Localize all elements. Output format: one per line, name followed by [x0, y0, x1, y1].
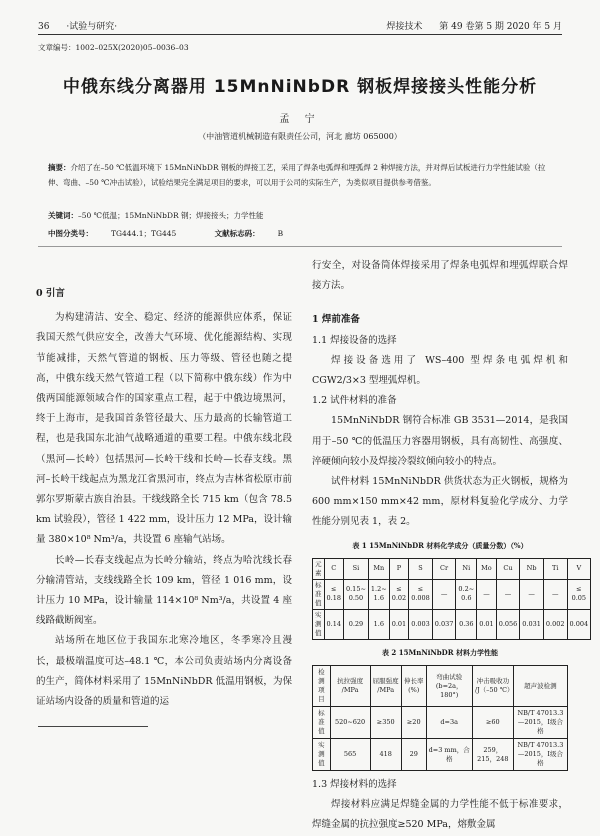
table-cell: d=3 mm，合格 — [426, 739, 472, 771]
table-header-row — [313, 558, 591, 579]
keywords-label: 关键词： — [48, 211, 78, 220]
table-cell: 520~620 — [330, 707, 370, 739]
table-cell: ≥20 — [401, 707, 426, 739]
table-row — [313, 739, 568, 771]
paragraph: 15MnNiNbDR 钢符合标准 GB 3531—2014，是我国用于–50 ℃的低温压力容器用钢板，具有高韧性、高强度、淬硬倾向较小及焊接冷裂纹倾向较小的特点。 — [312, 415, 568, 467]
page-number: 36 — [38, 22, 50, 32]
table-cell: 标准值 — [313, 707, 331, 739]
table-cell: 418 — [370, 739, 401, 771]
table-cell: — — [496, 579, 520, 609]
journal-name: 焊接技术 — [386, 22, 423, 32]
table-cell: ≤ 0.008 — [409, 579, 433, 609]
clc-value: TG444.1；TG445 — [111, 229, 177, 238]
table-cell: ≥60 — [472, 707, 513, 739]
article-number: 文章编号：1002–025X(2020)05–0036–03 — [38, 43, 189, 52]
keywords — [48, 210, 556, 221]
table-header-cell: 伸长率 (%) — [401, 666, 426, 707]
table-cell: 实测值 — [313, 739, 331, 771]
table-header-cell: 元素 — [313, 558, 325, 579]
paper-title: 中俄东线分离器用 15MnNiNbDR 钢板焊接接头性能分析 — [62, 77, 538, 97]
clc-label: 中图分类号： — [48, 229, 93, 238]
table-cell: 0.056 — [496, 609, 520, 639]
section-heading-intro: 0 引言 — [36, 288, 65, 299]
table-header-cell: Si — [343, 558, 368, 579]
table-header-cell: 弯曲试验 (b=2a，180°) — [426, 666, 472, 707]
keywords-text: –50 ℃低温；15MnNiNbDR 钢；焊接接头；力学性能 — [78, 211, 264, 220]
table-cell: 0.037 — [432, 609, 456, 639]
table-cell: — — [432, 579, 456, 609]
table-cell: 0.01 — [389, 609, 408, 639]
doc-code-label: 文献标志码： — [214, 229, 260, 238]
table-cell: 0.2~ 0.6 — [456, 579, 477, 609]
left-column — [36, 256, 292, 712]
table-header-cell: Nb — [520, 558, 544, 579]
paragraph: 焊接设备选用了 WS–400 型焊条电弧焊机和 CGW2/3×3 型埋弧焊机。 — [312, 354, 568, 387]
running-header — [38, 12, 562, 35]
table-cell: 565 — [330, 739, 370, 771]
paragraph: 焊接材料应满足焊缝金属的力学性能不低于标准要求，焊缝金属的抗拉强度≥520 MPa，熔敷金属 — [312, 799, 568, 831]
table-cell: 0.002 — [543, 609, 567, 639]
abstract — [48, 160, 556, 190]
table-header-cell: 检测项目 — [313, 666, 331, 707]
table-header-cell: Cu — [496, 558, 520, 579]
table-header-cell: 超声波检测 — [513, 666, 567, 707]
abstract-label: 摘要： — [48, 163, 71, 172]
doc-code-value: B — [277, 229, 284, 238]
table-cell: 0.031 — [520, 609, 544, 639]
divider — [38, 246, 562, 247]
chemical-composition-table — [312, 558, 591, 640]
subsection-heading: 1.3 焊接材料的选择 — [312, 779, 397, 791]
right-column — [312, 256, 589, 836]
mechanical-properties-table — [312, 665, 568, 771]
volume-info: 第 49 卷第 5 期 2020 年 5 月 — [439, 22, 562, 32]
table-cell: ≤ 0.18 — [324, 579, 343, 609]
table-cell: 1.6 — [368, 609, 389, 639]
table-cell: 0.003 — [409, 609, 433, 639]
table-cell: 1.2~ 1.6 — [368, 579, 389, 609]
table-header-row — [313, 666, 568, 707]
paragraph: 长岭—长春支线起点为长岭分输站，终点为哈沈线长春分输清管站，支线线路全长 109 km，管径 1 016 mm，设计压力 10 MPa，设计输量 114×10⁸ Nm³/a，共设置 4 座线路截断阀室。 — [36, 554, 292, 627]
table-cell: — — [520, 579, 544, 609]
table1-caption: 表 1 15MnNiNbDR 材料化学成分（质量分数）（%） — [352, 540, 528, 550]
affiliation: （中油管道机械制造有限责任公司，河北 廊坊 065000） — [198, 132, 402, 141]
subsection-heading: 1.2 试件材料的准备 — [312, 395, 397, 407]
paragraph: 站场所在地区位于我国东北寒冷地区，冬季寒冷且漫长，最极端温度可达–48.1 ℃，本公司负责站场内分离设备的生产，简体材料采用了 15MnNiNbDR 低温用钢板，为保证站场内设备的质量和管道的运 — [36, 635, 292, 708]
table-cell: 259，215，248 — [472, 739, 513, 771]
author: 孟 宁 — [279, 114, 321, 125]
table-cell: ≤ 0.02 — [389, 579, 408, 609]
table-header-cell: Mn — [368, 558, 389, 579]
footnote-rule — [38, 726, 148, 727]
table-cell: 实测值 — [313, 609, 325, 639]
abstract-text: 介绍了在–50 ℃低温环境下 15MnNiNbDR 钢板的焊接工艺，采用了焊条电弧焊和埋弧焊 2 种焊接方法，并对焊后试板进行力学性能试验（拉伸、弯曲、–50 ℃冲击试验），试验结果完全满足项目的要求，可以用于公司的实际生产，为类似项目提供参考借鉴。 — [48, 163, 546, 187]
table-header-cell: 抗拉强度 /MPa — [330, 666, 370, 707]
section-heading-prep: 1 焊前准备 — [312, 314, 360, 326]
table-body — [313, 579, 591, 639]
table-header-cell: Ni — [456, 558, 477, 579]
section-label: ·试验与研究· — [66, 22, 118, 32]
subsection-heading: 1.1 焊接设备的选择 — [312, 334, 397, 346]
table-cell: 0.36 — [456, 609, 477, 639]
table-header-cell: P — [389, 558, 408, 579]
table-row — [313, 609, 591, 639]
table-cell: 0.15~ 0.50 — [343, 579, 368, 609]
paragraph: 试件材料 15MnNiNbDR 供货状态为正火钢板，规格为 600 mm×150 mm×42 mm，原材料复验化学成分、力学性能分别见表 1，表 2。 — [312, 476, 568, 528]
table-cell: 0.14 — [324, 609, 343, 639]
table-header-cell: 屈服强度 /MPa — [370, 666, 401, 707]
table-cell: 标准值 — [313, 579, 325, 609]
table-cell: 0.004 — [567, 609, 591, 639]
table-header-cell: Ti — [543, 558, 567, 579]
table-cell: 0.29 — [343, 609, 368, 639]
table-header-cell: S — [409, 558, 433, 579]
table-row — [313, 707, 568, 739]
table-cell: 29 — [401, 739, 426, 771]
table-header-cell: Cr — [432, 558, 456, 579]
table-row — [313, 579, 591, 609]
table-cell: — — [477, 579, 496, 609]
table-header-cell: Mo — [477, 558, 496, 579]
table-cell: ≥350 — [370, 707, 401, 739]
table-header-cell: 冲击吸收功 /J（–50 ℃） — [472, 666, 513, 707]
table2-caption: 表 2 15MnNiNbDR 材料力学性能 — [382, 647, 498, 657]
table-cell: 0.01 — [477, 609, 496, 639]
table-header-cell: C — [324, 558, 343, 579]
table-body — [313, 707, 568, 771]
table-cell: ≤ 0.05 — [567, 579, 591, 609]
table-cell: d=3a — [426, 707, 472, 739]
paragraph: 行安全，对设备筒体焊接采用了焊条电弧焊和埋弧焊联合焊接方法。 — [312, 260, 568, 292]
table-header-cell: V — [567, 558, 591, 579]
table-cell: NB/T 47013.3—2015，Ⅰ级合格 — [513, 739, 567, 771]
classification — [48, 228, 556, 239]
table-cell: NB/T 47013.3—2015，Ⅰ级合格 — [513, 707, 567, 739]
paragraph: 为构建清洁、安全、稳定、经济的能源供应体系，保证我国天然气供应安全，改善大气环境、优化能源结构、实现节能减排，天然气管道的钢板、压力等级、管径也随之提高，中俄东线天然气管道工程（以下简称中俄东线）作为中俄两国能源领域合作的国家重点工程，起于中俄边境黑河，终于上海市，是我国首条管径最大、压力最高的长输管道工程，也是我国东北油气战略通道的重要工程。中俄东线北段（黑河—长岭）包括黑河—长岭干线和长岭—长春支线。黑河–长岭干线起点为黑龙江省黑河市，终点为吉林省松原市前郭尔罗斯蒙古族自治县。干线线路全长 715 km（包含 78.5 km 试验段），管径 1 422 mm，设计压力 12 MPa，设计输量 380×10⁸ Nm³/a，共设置 6 座输气站场。 — [36, 312, 292, 546]
table-cell: — — [543, 579, 567, 609]
